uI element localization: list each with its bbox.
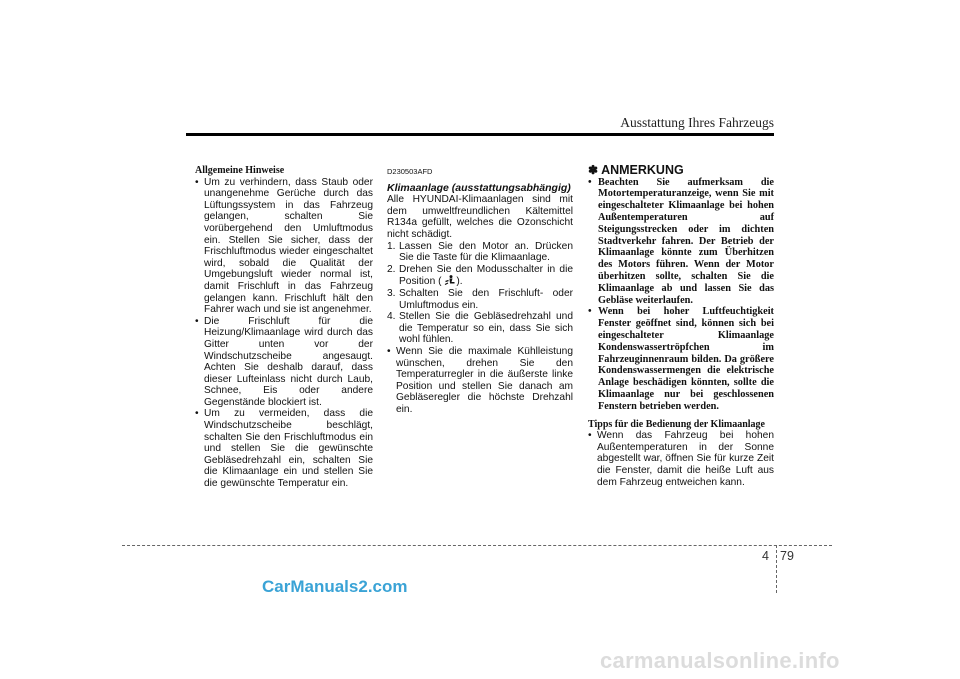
header-rule [186, 133, 774, 136]
note-list [588, 177, 774, 413]
general-notes-list [195, 177, 373, 490]
footer-rule [122, 545, 832, 546]
column-general-notes [195, 165, 373, 490]
page-number: 79 [780, 549, 794, 563]
footer-divider [776, 545, 777, 593]
list-item-text: Wenn das Fahrzeug bei hohen Außentemperaturen in der Sonne abgestellt war, öffnen Sie für kurze Zeit die Fenster, damit die heiße Luft aus dem Fahrzeug entweichen kann. [597, 430, 774, 488]
step-number: 3. [387, 287, 396, 299]
operation-tips-list [588, 430, 774, 488]
step-item [387, 241, 573, 264]
watermark-link[interactable]: CarManuals2.com [262, 577, 408, 596]
list-item: • Um zu vermeiden, dass die Windschutzscheibe beschlägt, schalten Sie den Frischluftmodus ein und stellen Sie die gewünschte Gebläsedrehzahl ein, schalten Sie die Klimaanlage ein und stellen Sie die gewünschte Temperatur ein. [195, 408, 373, 490]
step-text-before: Drehen Sie den Modusschalter in die Position ( [399, 263, 573, 288]
step-number: 2. [387, 263, 396, 275]
step-item [387, 288, 573, 311]
column-air-conditioning [387, 165, 573, 415]
note-heading [588, 165, 774, 177]
list-item-text: Um zu vermeiden, dass die Windschutzscheibe beschlägt, schalten Sie den Frischluftmodus ein und stellen Sie die gewünschte Gebläsedrehzahl ein, schalten Sie die Klimaanlage ein und stellen Sie die gewünschte Temperatur ein. [204, 408, 373, 490]
chapter-number: 4 [762, 549, 769, 563]
step-item [387, 264, 573, 288]
section-subtitle: Klimaanlage (ausstattungsabhängig) [387, 181, 571, 194]
step-item [387, 311, 573, 346]
list-item: • Wenn Sie die maximale Kühlleistung wünschen, drehen Sie den Temperaturregler in die äußerste linke Position und stellen Sie danach am Gebläseregler die höchste Drehzahl ein. [387, 345, 573, 415]
list-item: • Die Frischluft für die Heizung/Klimaanlage wird durch das Gitter unten vor der Windschutzscheibe angesaugt. Achten Sie deshalb darauf, dass dieser Lufteinlass nicht durch Laub, Schnee, Eis oder andere Gegenstände blockiert ist. [195, 315, 373, 408]
list-item: • Beachten Sie aufmerksam die Motortemperaturanzeige, wenn Sie mit eingeschalteter Klimaanlage bei hohen Außentemperaturen auf Steigungsstrecken oder im dichten Stadtverkehr fahren. Der Betrieb der Klimaanlage könnte zum Überhitzen des Motors führen. Wenn der Motor überhitzen sollte, schalten Sie die Klimaanlage ab und lassen Sie das Gebläse weiterlaufen. [588, 176, 774, 306]
section-code: D230503AFD [387, 167, 433, 176]
list-item-text: Um zu verhindern, dass Staub oder unangenehme Gerüche durch das Lüftungssystem in das Fahrzeug gelangen, schalten Sie vorübergehend den Umluftmodus ein. Stellen Sie sicher, dass der Frischluftmodus wieder eingeschaltet wird, sobald die Qualität der Umgebungsluft wieder normal ist, damit Frischluft in das Fahrzeug gelangen kann. Frischluft hält den Fahrer wach und sie ist angenehmer. [204, 176, 373, 316]
watermark-text: carmanualsonline.info [600, 648, 840, 673]
list-item-text: Die Frischluft für die Heizung/Klimaanlage wird durch das Gitter unten vor der Windschutzscheibe angesaugt. Achten Sie deshalb darauf, dass dieser Lufteinlass nicht durch Laub, Schnee, Eis oder andere Gegenstände blockiert ist. [204, 315, 373, 408]
floor-vent-mode-icon [444, 275, 456, 286]
tips-list [387, 346, 573, 416]
list-item: • Wenn bei hoher Luftfeuchtigkeit Fenster geöffnet sind, können sich bei eingeschalteter Klimaanlage Kondenswassertröpfchen im Fahrzeuginnenraum bilden. Da größere Kondenswassermengen die elektrische Anlage beschädigen könnten, sollte die Klimaanlage nur bei geschlossenen Fenstern betrieben werden. [588, 306, 774, 412]
page-header-title: Ausstattung Ihres Fahrzeugs [620, 115, 774, 130]
note-asterisk-icon: ✽ [588, 163, 599, 177]
note-title: ANMERKUNG [601, 163, 684, 177]
step-text: Lassen Sie den Motor an. Drücken Sie die Taste für die Klimaanlage. [399, 240, 573, 264]
intro-paragraph: Alle HYUNDAI-Klimaanlagen sind mit dem umweltfreundlichen Kältemittel R134a gefüllt, welches die Ozonschicht nicht schädigt. [387, 194, 573, 240]
steps-list [387, 241, 573, 346]
list-item: • Um zu verhindern, dass Staub oder unangenehme Gerüche durch das Lüftungssystem in das Fahrzeug gelangen, schalten Sie vorübergehend den Umluftmodus ein. Stellen Sie sicher, dass der Frischluftmodus wieder eingeschaltet wird, sobald die Qualität der Umgebungsluft wieder normal ist, damit Frischluft in das Fahrzeug gelangen kann. Frischluft hält den Fahrer wach und sie ist angenehmer. [195, 176, 373, 316]
step-text: Stellen Sie die Gebläsedrehzahl und die Temperatur so ein, dass Sie sich wohl fühlen. [399, 311, 573, 346]
list-item-text: Wenn Sie die maximale Kühlleistung wünschen, drehen Sie den Temperaturregler in die äußerste linke Position und stellen Sie danach am Gebläseregler die höchste Drehzahl ein. [396, 345, 573, 415]
step-number: 1. [387, 240, 396, 252]
list-item: • Wenn das Fahrzeug bei hohen Außentemperaturen in der Sonne abgestellt war, öffnen Sie für kurze Zeit die Fenster, damit die heiße Luft aus dem Fahrzeug entweichen kann. [588, 430, 774, 488]
step-text: Schalten Sie den Frischluft- oder Umluftmodus ein. [399, 287, 573, 311]
section-heading: Allgemeine Hinweise [195, 165, 285, 176]
list-item-text: Wenn bei hoher Luftfeuchtigkeit Fenster geöffnet sind, können sich bei eingeschalteter Klimaanlage Kondenswassertröpfchen im Fahrzeuginnenraum bilden. Da größere Kondenswassermengen die elektrische Anlage beschädigen könnten, sollte die Klimaanlage nur bei geschlossenen Fenstern betrieben werden. [598, 306, 774, 412]
tips-heading: Tipps für die Bedienung der Klimaanlage [588, 418, 765, 430]
step-text-after: ). [456, 276, 463, 288]
list-item-text: Beachten Sie aufmerksam die Motortemperaturanzeige, wenn Sie mit eingeschalteter Klimaanlage bei hohen Außentemperaturen auf Steigungsstrecken oder im dichten Stadtverkehr fahren. Der Betrieb der Klimaanlage könnte zum Überhitzen des Motors führen. Wenn der Motor überhitzen sollte, schalten Sie die Klimaanlage ab und lassen Sie das Gebläse weiterlaufen. [598, 176, 774, 306]
step-number: 4. [387, 311, 396, 323]
column-note [588, 165, 774, 488]
